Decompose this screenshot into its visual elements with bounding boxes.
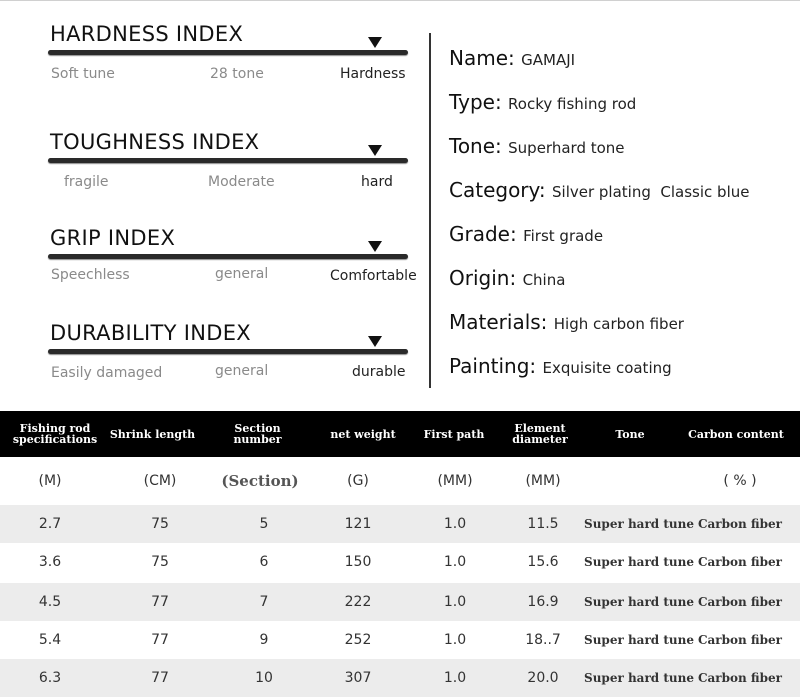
row-cell: 5.4 — [38, 632, 62, 648]
table-row — [0, 583, 800, 621]
index-title: TOUGHNESS INDEX — [50, 130, 260, 154]
row-cell: Super hard tune — [584, 671, 694, 685]
header-cell-diameter: Element diameter — [512, 422, 568, 446]
triangle-marker-icon — [368, 336, 382, 347]
row-cell: 6 — [259, 554, 269, 570]
index-label-high: Hardness — [340, 66, 406, 82]
row-cell: Carbon fiber — [697, 555, 783, 569]
row-cell: Super hard tune — [584, 633, 694, 647]
row-cell: 20.0 — [527, 670, 559, 686]
header-cell-carbon: Carbon content — [688, 427, 784, 441]
index-label-low: Easily damaged — [51, 365, 163, 381]
row-cell: 1.0 — [443, 594, 467, 610]
row-cell: 75 — [151, 516, 169, 532]
index-label-mid: Moderate — [208, 174, 275, 190]
row-cell: 15.6 — [527, 554, 559, 570]
row-cell: 16.9 — [527, 594, 559, 610]
row-cell: 307 — [344, 670, 372, 686]
table-header — [0, 411, 800, 457]
index-label-high: hard — [361, 174, 393, 190]
row-cell: 18..7 — [525, 632, 561, 648]
spec-key: Tone — [449, 134, 496, 158]
index-bar — [48, 254, 408, 259]
row-cell: Carbon fiber — [697, 671, 783, 685]
spec-painting: Painting: Exquisite coating — [449, 354, 672, 378]
index-bar — [48, 50, 408, 55]
spec-key: Grade — [449, 222, 510, 246]
row-cell: 1.0 — [443, 670, 467, 686]
row-cell: 4.5 — [38, 594, 62, 610]
row-cell: Super hard tune — [584, 595, 694, 609]
header-cell-shrink: Shrink length — [109, 427, 196, 441]
spec-value: China — [522, 271, 566, 289]
row-cell: 252 — [344, 632, 372, 648]
row-cell: 11.5 — [527, 516, 559, 532]
table-row — [0, 543, 800, 581]
triangle-marker-icon — [368, 145, 382, 156]
row-cell: 5 — [259, 516, 269, 532]
index-label-high: durable — [352, 364, 406, 380]
table-row — [0, 659, 800, 697]
index-title: DURABILITY INDEX — [50, 321, 251, 345]
spec-type: Type: Rocky fishing rod — [449, 90, 637, 114]
spec-value: Silver plating Classic blue — [552, 183, 750, 201]
row-cell: 77 — [151, 632, 169, 648]
row-cell: 1.0 — [443, 632, 467, 648]
row-cell: 121 — [344, 516, 372, 532]
row-cell: 150 — [344, 554, 372, 570]
unit-cell: (MM) — [437, 473, 473, 489]
index-label-low: Speechless — [51, 267, 130, 283]
header-cell-section: Section number — [233, 422, 282, 446]
unit-cell: (Section) — [221, 472, 299, 490]
index-label-mid: general — [215, 363, 269, 379]
spec-value: First grade — [523, 227, 604, 245]
spec-key: Type — [449, 90, 495, 114]
unit-cell: (G) — [347, 473, 369, 489]
header-cell-spec: Fishing rod specifications — [12, 422, 98, 446]
units-row — [0, 457, 800, 505]
row-cell: 2.7 — [38, 516, 62, 532]
index-label-mid: 28 tone — [210, 66, 264, 82]
row-cell: Carbon fiber — [697, 595, 783, 609]
row-cell: 7 — [259, 594, 269, 610]
unit-cell — [590, 457, 690, 505]
index-title: GRIP INDEX — [50, 226, 176, 250]
row-cell: Super hard tune — [584, 517, 694, 531]
spec-key: Category — [449, 178, 539, 202]
spec-origin: Origin: China — [449, 266, 566, 290]
unit-cell: (CM) — [143, 473, 177, 489]
spec-value: Rocky fishing rod — [508, 95, 637, 113]
spec-value: Exquisite coating — [542, 359, 672, 377]
spec-key: Painting — [449, 354, 530, 378]
unit-cell: (MM) — [525, 473, 561, 489]
row-cell: 77 — [151, 670, 169, 686]
spec-value: High carbon fiber — [553, 315, 684, 333]
unit-cell: (M) — [38, 473, 62, 489]
vertical-divider — [429, 33, 431, 388]
index-bar — [48, 158, 408, 163]
spec-name: Name: GAMAJI — [449, 46, 576, 70]
spec-grade: Grade: First grade — [449, 222, 604, 246]
spec-value: GAMAJI — [521, 51, 576, 69]
spec-materials: Materials: High carbon fiber — [449, 310, 684, 334]
row-cell: 222 — [344, 594, 372, 610]
top-border — [0, 0, 800, 1]
triangle-marker-icon — [368, 37, 382, 48]
row-cell: 9 — [259, 632, 269, 648]
row-cell: 77 — [151, 594, 169, 610]
row-cell: Carbon fiber — [697, 633, 783, 647]
row-cell: Super hard tune — [584, 555, 694, 569]
row-cell: 1.0 — [443, 516, 467, 532]
index-label-low: Soft tune — [51, 66, 115, 82]
index-title: HARDNESS INDEX — [50, 22, 244, 46]
unit-cell: ( % ) — [723, 473, 757, 489]
index-label-high: Comfortable — [330, 268, 417, 284]
row-cell: 6.3 — [38, 670, 62, 686]
header-cell-weight: net weight — [330, 427, 396, 441]
spec-key: Name — [449, 46, 509, 70]
triangle-marker-icon — [368, 241, 382, 252]
row-cell: 75 — [151, 554, 169, 570]
table-row — [0, 621, 800, 659]
spec-key: Materials — [449, 310, 541, 334]
spec-value: Superhard tone — [508, 139, 625, 157]
spec-key: Origin — [449, 266, 510, 290]
row-cell: 10 — [255, 670, 273, 686]
row-cell: Carbon fiber — [697, 517, 783, 531]
row-cell: 3.6 — [38, 554, 62, 570]
header-cell-first-path: First path — [423, 427, 485, 441]
index-label-low: fragile — [64, 174, 109, 190]
index-bar — [48, 349, 408, 354]
spec-tone: Tone: Superhard tone — [449, 134, 625, 158]
spec-category: Category: Silver plating Classic blue — [449, 178, 750, 202]
index-label-mid: general — [215, 266, 269, 282]
spec-table — [0, 411, 800, 697]
row-cell: 1.0 — [443, 554, 467, 570]
header-cell-tone: Tone — [615, 427, 645, 441]
table-row — [0, 505, 800, 543]
